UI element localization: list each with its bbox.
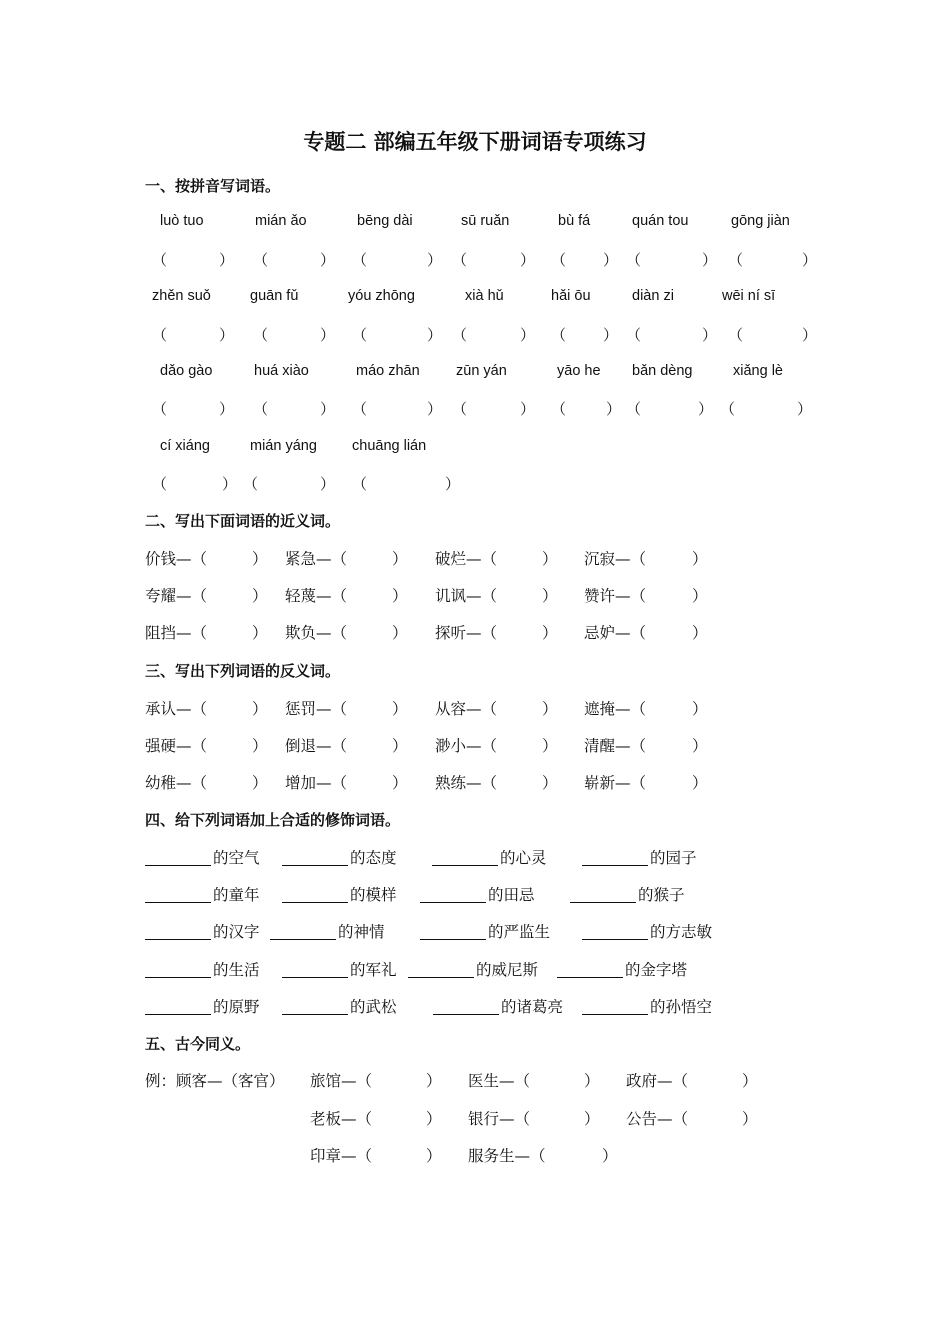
section-heading-4: 四、给下列词语加上合适的修饰词语。 <box>145 811 401 829</box>
modifier-item <box>582 846 697 868</box>
answer-open-paren: （ <box>626 400 642 418</box>
pinyin-label: luò tuo <box>160 213 204 229</box>
modifier-word: 的方志敏 <box>650 923 713 941</box>
answer-close-paren: ） <box>219 400 235 418</box>
pinyin-label: diàn zi <box>632 288 674 304</box>
answer-close-paren: ） <box>542 624 558 642</box>
section-heading-3: 三、写出下列词语的反义词。 <box>145 662 341 680</box>
ancient-item: 政府—（ <box>626 1072 689 1090</box>
section-heading-5: 五、古今同义。 <box>145 1035 251 1053</box>
modifier-word: 的心灵 <box>500 849 547 867</box>
answer-open-paren: （ <box>152 400 168 418</box>
synonym-item: 破烂—（ <box>435 550 498 568</box>
ancient-example: 例：顾客—（客官） <box>145 1072 285 1090</box>
pinyin-label: guān fǔ <box>250 288 299 304</box>
answer-open-paren: （ <box>452 251 468 269</box>
antonym-item: 惩罚—（ <box>285 700 348 718</box>
antonym-item: 强硬—（ <box>145 737 208 755</box>
answer-open-paren: （ <box>728 251 744 269</box>
modifier-word: 的模样 <box>350 886 397 904</box>
pinyin-label: gōng jiàn <box>731 213 790 229</box>
answer-close-paren: ） <box>698 400 714 418</box>
pinyin-label: bù fá <box>558 213 591 229</box>
answer-open-paren: （ <box>152 326 168 344</box>
answer-open-paren: （ <box>452 326 468 344</box>
modifier-item <box>145 920 260 942</box>
ancient-item: 银行—（ <box>468 1110 531 1128</box>
pinyin-label: chuāng lián <box>352 438 427 454</box>
modifier-item <box>420 883 535 905</box>
modifier-item <box>282 883 397 905</box>
answer-close-paren: ） <box>252 550 268 568</box>
pinyin-label: xià hǔ <box>465 288 504 304</box>
answer-close-paren: ） <box>392 737 408 755</box>
answer-close-paren: ） <box>742 1072 758 1090</box>
answer-blank <box>420 938 486 940</box>
modifier-word: 的汉字 <box>213 923 260 941</box>
answer-close-paren: ） <box>252 737 268 755</box>
answer-close-paren: ） <box>692 587 708 605</box>
answer-close-paren: ） <box>392 774 408 792</box>
antonym-item: 增加—（ <box>285 774 348 792</box>
answer-open-paren: （ <box>352 326 368 344</box>
answer-close-paren: ） <box>392 624 408 642</box>
answer-close-paren: ） <box>702 326 718 344</box>
answer-close-paren: ） <box>606 400 622 418</box>
answer-close-paren: ） <box>692 624 708 642</box>
answer-close-paren: ） <box>603 251 619 269</box>
synonym-item: 轻蔑—（ <box>285 587 348 605</box>
answer-open-paren: （ <box>352 400 368 418</box>
answer-close-paren: ） <box>520 251 536 269</box>
answer-open-paren: （ <box>626 326 642 344</box>
modifier-item <box>432 846 547 868</box>
pinyin-label: bēng dài <box>357 213 413 229</box>
pinyin-label: máo zhān <box>356 363 420 379</box>
answer-open-paren: （ <box>152 251 168 269</box>
answer-close-paren: ） <box>219 326 235 344</box>
answer-close-paren: ） <box>427 400 443 418</box>
page-title: 专题二 部编五年级下册词语专项练习 <box>303 130 647 154</box>
modifier-item <box>408 958 538 980</box>
answer-close-paren: ） <box>252 624 268 642</box>
answer-blank <box>145 864 211 866</box>
synonym-item: 探听—（ <box>435 624 498 642</box>
answer-close-paren: ） <box>392 550 408 568</box>
answer-close-paren: ） <box>602 1147 618 1165</box>
answer-open-paren: （ <box>551 400 567 418</box>
answer-blank <box>270 938 336 940</box>
antonym-item: 倒退—（ <box>285 737 348 755</box>
answer-close-paren: ） <box>542 774 558 792</box>
answer-open-paren: （ <box>452 400 468 418</box>
modifier-item <box>582 995 712 1017</box>
answer-close-paren: ） <box>320 400 336 418</box>
synonym-item: 阻挡—（ <box>145 624 208 642</box>
antonym-item: 渺小—（ <box>435 737 498 755</box>
answer-open-paren: （ <box>243 475 259 493</box>
answer-blank <box>582 938 648 940</box>
answer-close-paren: ） <box>520 400 536 418</box>
pinyin-label: mián ǎo <box>255 213 307 229</box>
answer-close-paren: ） <box>392 587 408 605</box>
antonym-item: 熟练—（ <box>435 774 498 792</box>
modifier-word: 的态度 <box>350 849 397 867</box>
modifier-word: 的金字塔 <box>625 961 688 979</box>
pinyin-label: zhěn suǒ <box>152 288 211 304</box>
answer-blank <box>582 1013 648 1015</box>
modifier-item <box>270 920 385 942</box>
answer-open-paren: （ <box>720 400 736 418</box>
answer-open-paren: （ <box>728 326 744 344</box>
answer-blank <box>145 901 211 903</box>
answer-close-paren: ） <box>426 1110 442 1128</box>
answer-blank <box>557 976 623 978</box>
answer-blank <box>408 976 474 978</box>
antonym-item: 承认—（ <box>145 700 208 718</box>
modifier-word: 的空气 <box>213 849 260 867</box>
answer-blank <box>282 864 348 866</box>
answer-open-paren: （ <box>626 251 642 269</box>
modifier-word: 的神情 <box>338 923 385 941</box>
modifier-item <box>145 995 260 1017</box>
answer-close-paren: ） <box>252 700 268 718</box>
modifier-word: 的武松 <box>350 998 397 1016</box>
modifier-word: 的生活 <box>213 961 260 979</box>
answer-close-paren: ） <box>692 550 708 568</box>
ancient-item: 印章—（ <box>310 1147 373 1165</box>
answer-open-paren: （ <box>152 475 168 493</box>
pinyin-label: quán tou <box>632 213 689 229</box>
synonym-item: 紧急—（ <box>285 550 348 568</box>
answer-blank <box>282 901 348 903</box>
modifier-item <box>282 995 397 1017</box>
synonym-item: 夸耀—（ <box>145 587 208 605</box>
ancient-item: 公告—（ <box>626 1110 689 1128</box>
modifier-word: 的园子 <box>650 849 697 867</box>
modifier-item <box>282 846 397 868</box>
antonym-item: 崭新—（ <box>584 774 647 792</box>
answer-close-paren: ） <box>392 700 408 718</box>
modifier-item <box>145 883 260 905</box>
answer-open-paren: （ <box>551 326 567 344</box>
answer-close-paren: ） <box>426 1147 442 1165</box>
pinyin-label: cí xiáng <box>160 438 210 454</box>
pinyin-label: yóu zhōng <box>348 288 415 304</box>
modifier-word: 的孙悟空 <box>650 998 713 1016</box>
synonym-item: 价钱—（ <box>145 550 208 568</box>
modifier-item <box>420 920 550 942</box>
answer-close-paren: ） <box>520 326 536 344</box>
answer-blank <box>145 938 211 940</box>
answer-close-paren: ） <box>702 251 718 269</box>
answer-blank <box>432 864 498 866</box>
modifier-word: 的原野 <box>213 998 260 1016</box>
pinyin-label: sū ruǎn <box>461 213 510 229</box>
section-heading-2: 二、写出下面词语的近义词。 <box>145 512 341 530</box>
answer-blank <box>433 1013 499 1015</box>
pinyin-label: huá xiào <box>254 363 309 379</box>
antonym-item: 幼稚—（ <box>145 774 208 792</box>
pinyin-label: yāo he <box>557 363 601 379</box>
answer-close-paren: ） <box>603 326 619 344</box>
ancient-item: 旅馆—（ <box>310 1072 373 1090</box>
answer-close-paren: ） <box>802 326 818 344</box>
answer-close-paren: ） <box>692 700 708 718</box>
pinyin-label: zūn yán <box>456 363 507 379</box>
modifier-word: 的威尼斯 <box>476 961 539 979</box>
pinyin-label: wēi ní sī <box>722 288 776 304</box>
answer-close-paren: ） <box>584 1072 600 1090</box>
answer-blank <box>582 864 648 866</box>
synonym-item: 忌妒—（ <box>584 624 647 642</box>
modifier-item <box>145 958 260 980</box>
answer-close-paren: ） <box>222 475 238 493</box>
modifier-item <box>570 883 685 905</box>
modifier-word: 的田忌 <box>488 886 535 904</box>
modifier-item <box>145 846 260 868</box>
answer-close-paren: ） <box>742 1110 758 1128</box>
synonym-item: 欺负—（ <box>285 624 348 642</box>
answer-blank <box>282 976 348 978</box>
answer-close-paren: ） <box>320 475 336 493</box>
answer-close-paren: ） <box>426 1072 442 1090</box>
modifier-item <box>433 995 563 1017</box>
answer-open-paren: （ <box>253 251 269 269</box>
modifier-word: 的诸葛亮 <box>501 998 564 1016</box>
answer-close-paren: ） <box>584 1110 600 1128</box>
modifier-word: 的猴子 <box>638 886 685 904</box>
modifier-word: 的严监生 <box>488 923 551 941</box>
pinyin-label: xiǎng lè <box>733 363 783 379</box>
answer-blank <box>420 901 486 903</box>
pinyin-label: hǎi ōu <box>551 288 591 304</box>
answer-close-paren: ） <box>427 326 443 344</box>
answer-open-paren: （ <box>253 326 269 344</box>
answer-open-paren: （ <box>352 475 368 493</box>
answer-close-paren: ） <box>320 326 336 344</box>
answer-close-paren: ） <box>542 737 558 755</box>
pinyin-label: dǎo gào <box>160 363 213 379</box>
answer-close-paren: ） <box>252 774 268 792</box>
answer-close-paren: ） <box>542 587 558 605</box>
answer-close-paren: ） <box>427 251 443 269</box>
answer-close-paren: ） <box>692 737 708 755</box>
modifier-item <box>582 920 712 942</box>
ancient-item: 服务生—（ <box>468 1147 546 1165</box>
answer-close-paren: ） <box>445 475 461 493</box>
pinyin-label: bǎn dèng <box>632 363 693 379</box>
antonym-item: 遮掩—（ <box>584 700 647 718</box>
answer-close-paren: ） <box>219 251 235 269</box>
ancient-item: 老板—（ <box>310 1110 373 1128</box>
answer-close-paren: ） <box>542 550 558 568</box>
modifier-word: 的童年 <box>213 886 260 904</box>
answer-close-paren: ） <box>542 700 558 718</box>
answer-close-paren: ） <box>797 400 813 418</box>
answer-close-paren: ） <box>692 774 708 792</box>
modifier-word: 的军礼 <box>350 961 397 979</box>
answer-open-paren: （ <box>551 251 567 269</box>
answer-open-paren: （ <box>352 251 368 269</box>
synonym-item: 讥讽—（ <box>435 587 498 605</box>
ancient-item: 医生—（ <box>468 1072 531 1090</box>
answer-blank <box>282 1013 348 1015</box>
answer-close-paren: ） <box>252 587 268 605</box>
modifier-item <box>557 958 687 980</box>
modifier-item <box>282 958 397 980</box>
antonym-item: 从容—（ <box>435 700 498 718</box>
synonym-item: 沉寂—（ <box>584 550 647 568</box>
answer-close-paren: ） <box>320 251 336 269</box>
answer-close-paren: ） <box>802 251 818 269</box>
pinyin-label: mián yáng <box>250 438 317 454</box>
answer-blank <box>570 901 636 903</box>
section-heading-1: 一、按拼音写词语。 <box>145 177 281 195</box>
answer-blank <box>145 976 211 978</box>
antonym-item: 清醒—（ <box>584 737 647 755</box>
answer-blank <box>145 1013 211 1015</box>
synonym-item: 赞许—（ <box>584 587 647 605</box>
answer-open-paren: （ <box>253 400 269 418</box>
